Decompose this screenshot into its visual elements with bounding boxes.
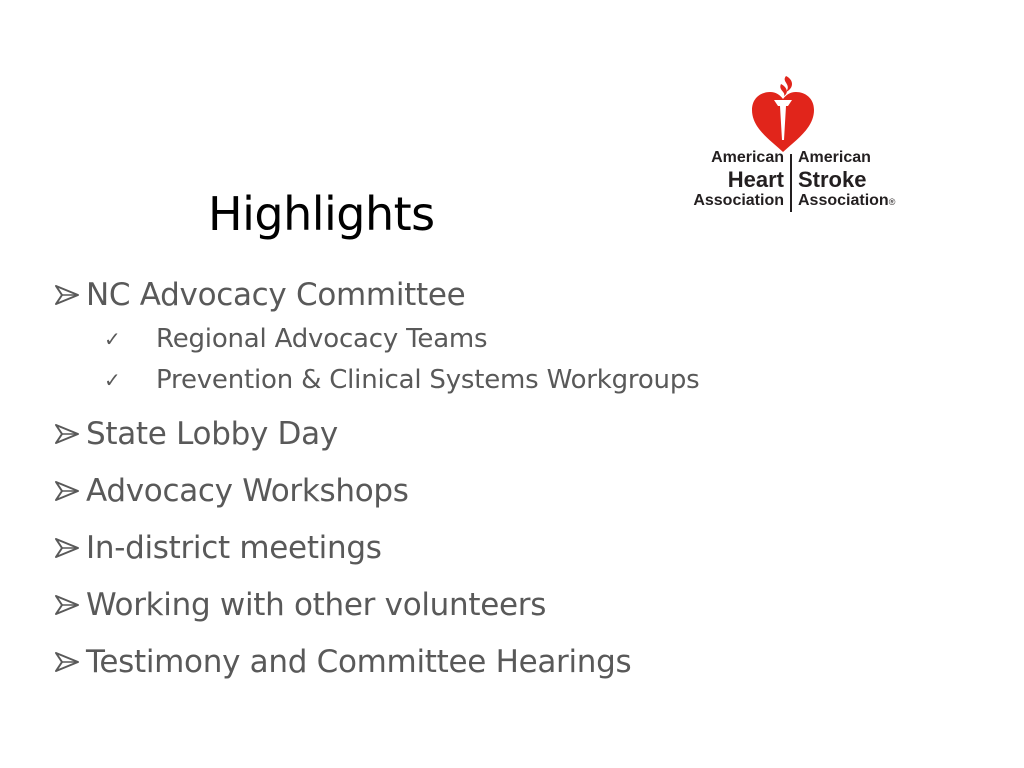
bullet-label: In-district meetings — [86, 530, 382, 566]
bullet-item — [54, 272, 984, 318]
logo-right-line1: American — [798, 149, 871, 166]
logo-left-line1: American — [711, 149, 784, 166]
logo-divider — [790, 154, 792, 212]
arrow-bullet-icon — [54, 534, 86, 562]
bullet-list — [54, 272, 984, 685]
bullet-item — [54, 468, 984, 514]
sub-bullet-label: Regional Advocacy Teams — [156, 323, 488, 354]
arrow-bullet-icon — [54, 477, 86, 505]
bullet-label: Testimony and Committee Hearings — [86, 644, 632, 680]
bullet-label: State Lobby Day — [86, 416, 338, 452]
bullet-item — [54, 582, 984, 628]
bullet-label: Advocacy Workshops — [86, 473, 409, 509]
bullet-label: NC Advocacy Committee — [86, 277, 466, 313]
arrow-bullet-icon — [54, 591, 86, 619]
bullet-item — [54, 639, 984, 685]
arrow-bullet-icon — [54, 420, 86, 448]
sub-bullet-item — [54, 318, 984, 359]
heart-torch-icon — [748, 74, 818, 154]
bullet-label: Working with other volunteers — [86, 587, 547, 623]
registered-mark: ® — [888, 197, 896, 207]
checkmark-icon: ✓ — [104, 326, 121, 351]
logo-heart-text — [693, 148, 784, 211]
logo-left-line3: Association — [693, 192, 784, 209]
logo-right-line2: Stroke — [798, 167, 867, 192]
sub-bullet-label: Prevention & Clinical Systems Workgroups — [156, 364, 700, 395]
bullet-item — [54, 525, 984, 571]
slide-title: Highlights — [208, 187, 435, 241]
logo-stroke-text — [798, 148, 895, 212]
checkmark-icon: ✓ — [104, 367, 121, 392]
aha-asa-logo — [652, 74, 924, 214]
logo-left-line2: Heart — [727, 167, 784, 192]
sub-bullet-item — [54, 359, 984, 400]
bullet-item — [54, 411, 984, 457]
arrow-bullet-icon — [54, 648, 86, 676]
logo-right-line3: Association — [798, 192, 889, 209]
arrow-bullet-icon — [54, 281, 86, 309]
